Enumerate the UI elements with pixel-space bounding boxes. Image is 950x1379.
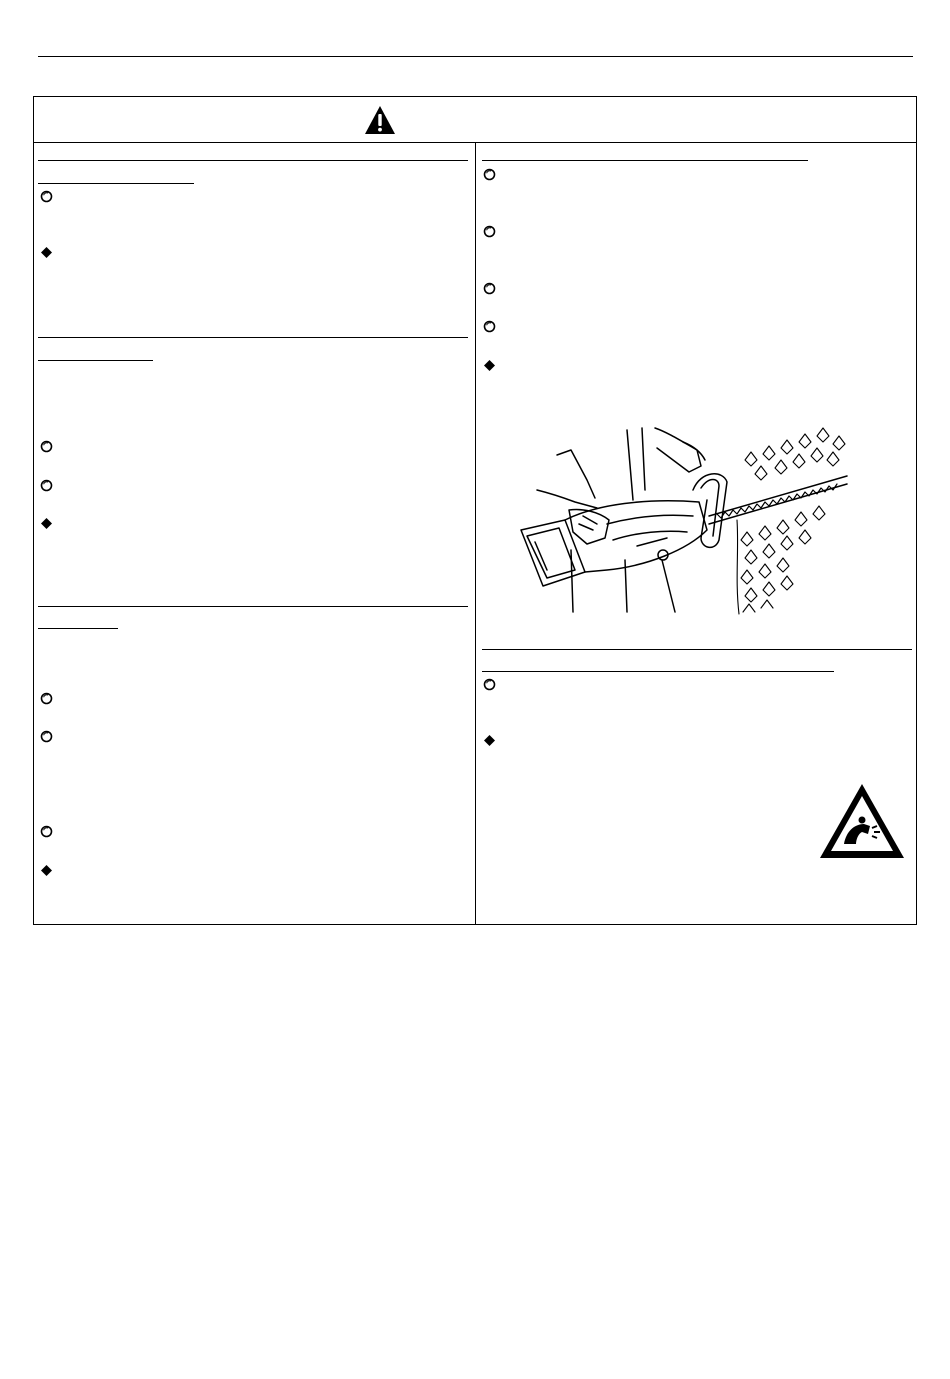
- circle-bullet-icon: [483, 225, 496, 238]
- circle-bullet-icon: [40, 190, 53, 203]
- section-heading-underline: [38, 360, 153, 361]
- section-rule: [38, 160, 468, 161]
- diamond-bullet-icon: [40, 246, 53, 259]
- section-rule: [38, 606, 468, 607]
- column-divider: [475, 143, 476, 924]
- circle-bullet-icon: [40, 440, 53, 453]
- circle-bullet-icon: [40, 692, 53, 705]
- warning-header: [34, 97, 916, 143]
- page-top-rule: [38, 56, 913, 57]
- section-heading-underline: [38, 628, 118, 629]
- section-heading-underline: [482, 671, 834, 672]
- section-heading-underline: [38, 183, 194, 184]
- diamond-bullet-icon: [40, 517, 53, 530]
- circle-bullet-icon: [40, 730, 53, 743]
- circle-bullet-icon: [40, 825, 53, 838]
- flying-debris-hazard-sign-icon: [818, 782, 906, 860]
- hedge-trimmer-operation-illustration: [487, 420, 857, 620]
- warning-triangle-icon: [364, 105, 396, 135]
- circle-bullet-icon: [483, 320, 496, 333]
- diamond-bullet-icon: [40, 864, 53, 877]
- diamond-bullet-icon: [483, 359, 496, 372]
- circle-bullet-icon: [483, 168, 496, 181]
- section-rule: [482, 649, 912, 650]
- section-rule: [482, 160, 808, 161]
- section-rule: [38, 337, 468, 338]
- circle-bullet-icon: [483, 678, 496, 691]
- circle-bullet-icon: [483, 282, 496, 295]
- diamond-bullet-icon: [483, 734, 496, 747]
- circle-bullet-icon: [40, 479, 53, 492]
